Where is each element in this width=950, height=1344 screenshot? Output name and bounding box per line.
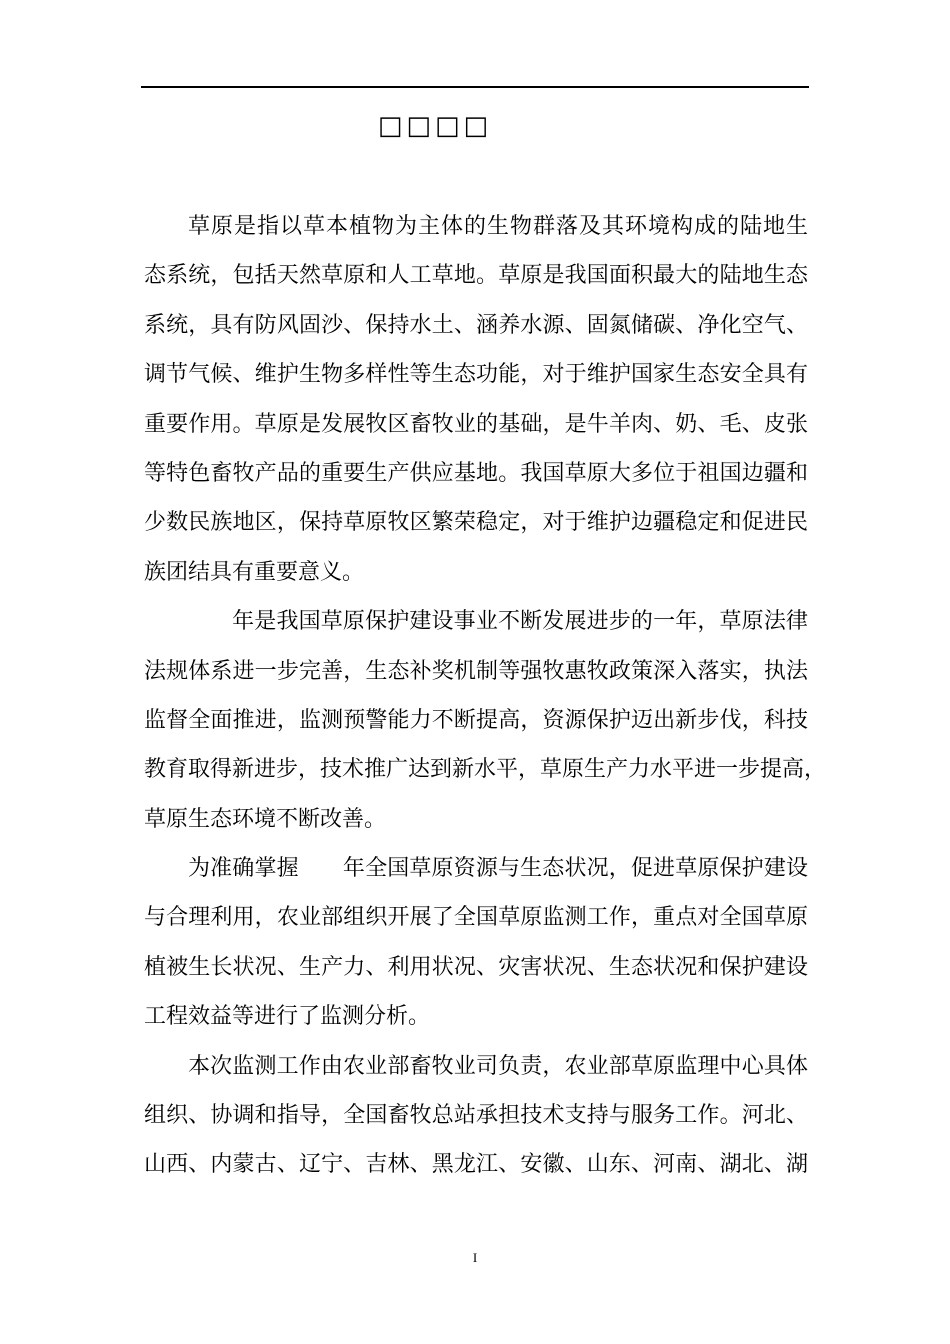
header-rule <box>141 86 809 88</box>
paragraph-line: 系统，具有防风固沙、保持水土、涵养水源、固氮储碳、净化空气、 <box>144 312 808 338</box>
paragraph-line: 山西、内蒙古、辽宁、吉林、黑龙江、安徽、山东、河南、湖北、湖 <box>144 1152 808 1178</box>
paragraph-line-text: 为准确掌握 <box>188 856 299 882</box>
paragraph-line: 族团结具有重要意义。 <box>144 559 365 585</box>
page-title: □□□□ <box>377 111 493 141</box>
paragraph-line: 监督全面推进，监测预警能力不断提高，资源保护迈出新步伐，科技 <box>144 707 808 733</box>
paragraph-line: 少数民族地区，保持草原牧区繁荣稳定，对于维护边疆稳定和促进民 <box>144 510 808 536</box>
page-number: I <box>472 1250 478 1265</box>
body-text <box>144 205 827 1193</box>
paragraph-line-text: 年全国草原资源与生态状况，促进草原保护建设 <box>342 856 808 882</box>
paragraph-line: 植被生长状况、生产力、利用状况、灾害状况、生态状况和保护建设 <box>144 954 808 980</box>
paragraph-line: 与合理利用，农业部组织开展了全国草原监测工作，重点对全国草原 <box>144 905 808 931</box>
paragraph-line-text: 年是我国草原保护建设事业不断发展进步的一年，草原法律 <box>232 609 808 635</box>
paragraph-line: 组织、协调和指导，全国畜牧总站承担技术支持与服务工作。河北、 <box>144 1103 808 1129</box>
paragraph-line: 调节气候、维护生物多样性等生态功能，对于维护国家生态安全具有 <box>144 362 808 388</box>
paragraph-line: 草原生态环境不断改善。 <box>144 806 387 832</box>
paragraph-line: 重要作用。草原是发展牧区畜牧业的基础，是牛羊肉、奶、毛、皮张 <box>144 411 808 437</box>
paragraph-line: 教育取得新进步，技术推广达到新水平，草原生产力水平进一步提高， <box>144 757 827 783</box>
paragraph-line: 本次监测工作由农业部畜牧业司负责，农业部草原监理中心具体 <box>188 1053 808 1079</box>
paragraph-line: 工程效益等进行了监测分析。 <box>144 1004 431 1030</box>
paragraph-line <box>144 600 808 649</box>
paragraph-line: 态系统，包括天然草原和人工草地。草原是我国面积最大的陆地生态 <box>144 263 808 289</box>
paragraph-line: 等特色畜牧产品的重要生产供应基地。我国草原大多位于祖国边疆和 <box>144 460 808 486</box>
paragraph-line <box>144 847 808 896</box>
paragraph-line: 法规体系进一步完善，生态补奖机制等强牧惠牧政策深入落实，执法 <box>144 658 808 684</box>
paragraph-line: 草原是指以草本植物为主体的生物群落及其环境构成的陆地生 <box>188 214 808 239</box>
